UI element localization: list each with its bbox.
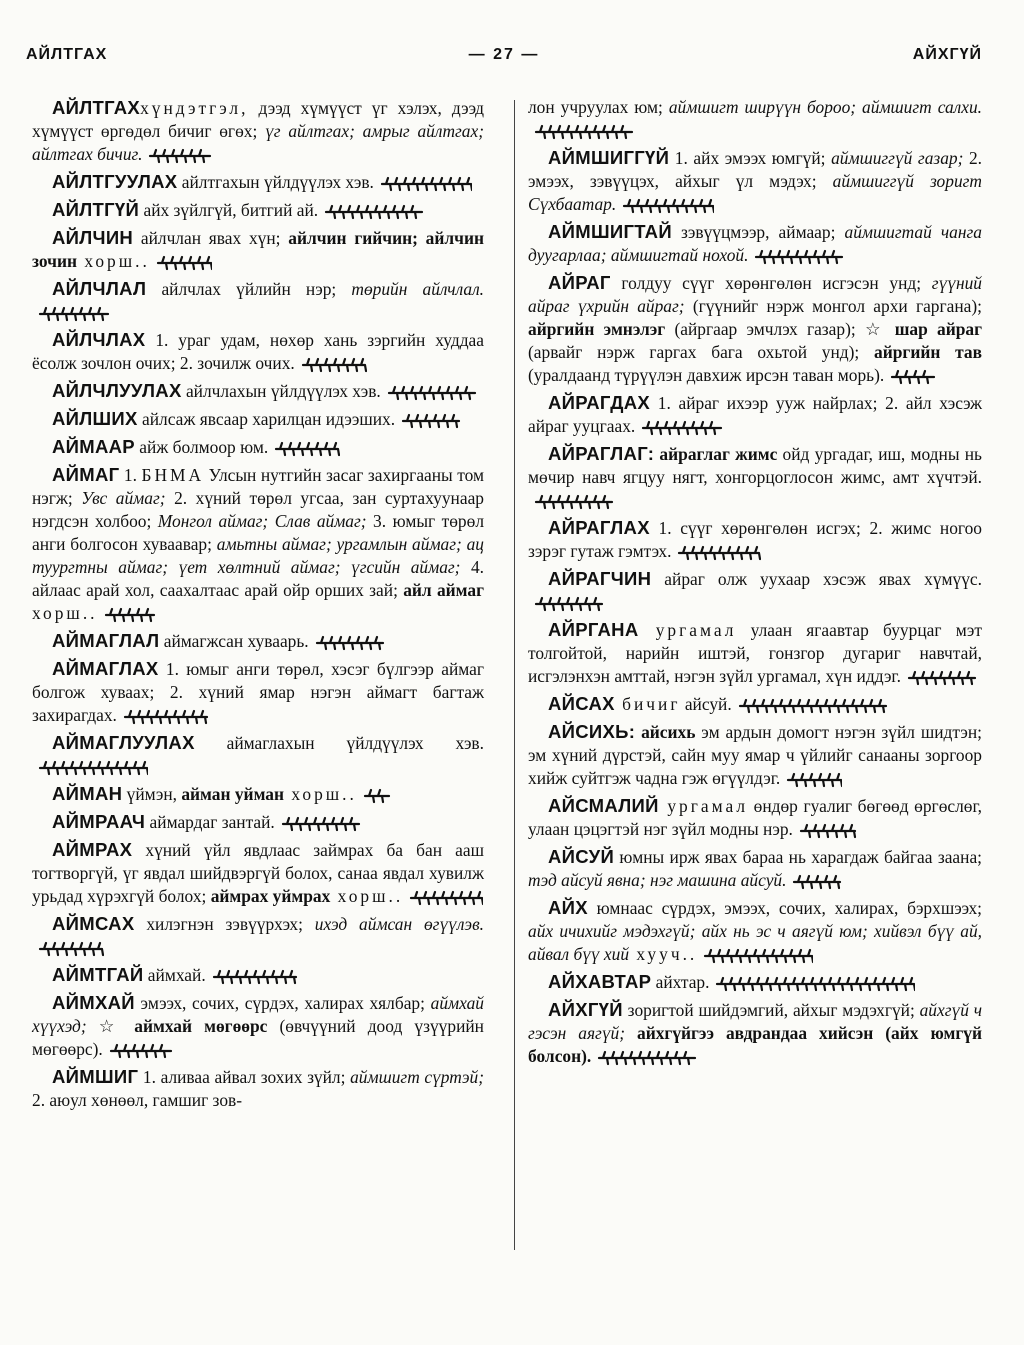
mongol-script-glyph [387, 384, 477, 402]
entry-text: аймардаг зантай. [145, 812, 275, 832]
entry-headword: АЙМААР [52, 436, 135, 457]
entry-text: тэд айсуй явна; нэг машина айсуй. [528, 870, 787, 890]
dictionary-entry [528, 146, 982, 216]
dictionary-entry [32, 198, 484, 222]
entry-headword: АЙСУЙ [548, 846, 615, 867]
entry-text: айхгүй ч гэсэн аягүй; [528, 1000, 982, 1043]
dictionary-entry [32, 963, 484, 987]
mongol-script-glyph [799, 822, 857, 840]
dictionary-entry [32, 277, 484, 324]
entry-text: айраг олж уухаар хэсэж явах хүмүүс. [651, 569, 982, 589]
mongol-script-glyph [324, 203, 424, 221]
mongol-script-glyph [104, 606, 156, 624]
entry-headword: АЙМСАХ [52, 913, 135, 934]
entry-text: хүний үйл явдлаас займрах ба бан ааш тогтворгүй, үг явдал шийдвэргүй болох, санаа явдал хувилж урьдад хүрэхгүй болох; [32, 840, 484, 906]
mongol-script-glyph [38, 759, 148, 777]
entry-text: ☆ [86, 1016, 135, 1036]
entry-text: 2. хүний төрөл угсаа, зан суртахуунаар нэгдсэн холбоо; [32, 488, 484, 531]
entry-text: айраглаг жимс [654, 444, 778, 464]
entry-headword: АЙМХАЙ [52, 992, 135, 1013]
mongol-script-glyph [38, 305, 110, 323]
entry-text: амьтны аймаг; ургамлын аймаг; ац туургтны аймаг; үет хөлтний аймаг; үгсийн аймаг; [32, 534, 484, 577]
dictionary-entry [32, 170, 484, 194]
entry-headword: АЙХ [548, 897, 588, 918]
entry-text: айх ичихийг мэдэхгүй; айх нь эс ч аягүй юм; хийвэл бүү ай, айвал бүү хий [528, 921, 982, 964]
entry-text: хилэгнэн зэвүүрхэх; [134, 914, 315, 934]
dictionary-entry [32, 912, 484, 959]
entry-headword: АЙХГҮЙ [548, 999, 623, 1020]
mongol-script-glyph [401, 412, 461, 430]
entry-text: (гүүнийг нэрж монгол архи гаргана); [684, 296, 982, 316]
mongol-script-glyph [38, 940, 104, 958]
entry-headword: АЙРАГЛАГ: [548, 443, 655, 464]
entry-text: айлсаж явсаар харилцан идээших. [137, 409, 396, 429]
entry-text: аймхай хүүхэд; [32, 993, 484, 1036]
entry-headword: АЙЛЧЛУУЛАХ [52, 380, 182, 401]
mongol-script-glyph [315, 634, 385, 652]
mongol-script-glyph [715, 975, 915, 993]
left-column [32, 96, 484, 1116]
entry-text: 2. эмээх, зэвүүцэх, айхыг үл мэдэх; [528, 148, 982, 191]
mongol-script-glyph [641, 419, 723, 437]
entry-text: өндөр гуалиг бөгөөд өргөслөг, улаан цэцэгтэй нэг зүйл модны нэр. [528, 796, 982, 839]
mongol-script-glyph [677, 544, 761, 562]
entry-text: Улсын нутгийн засаг захиргааны том нэгж; [32, 465, 484, 508]
entry-text: хорш.. [76, 251, 150, 271]
entry-headword: АЙМШИГГҮЙ [548, 147, 670, 168]
entry-text: айлчлахын үйлдүүлэх хэв. [181, 381, 381, 401]
entry-headword: АЙХАВТАР [548, 971, 652, 992]
dictionary-entry [32, 991, 484, 1061]
mongol-script-glyph [380, 175, 472, 193]
entry-text: 1. ураг удам, нөхөр хань зэргийн худдаа ёсолж зочлон очих; 2. зочилж очих. [32, 330, 484, 373]
dictionary-entry [528, 896, 982, 966]
right-column [528, 96, 982, 1072]
dictionary-entry [528, 618, 982, 688]
mongol-script-glyph [534, 595, 604, 613]
entry-headword: АЙМАН [52, 783, 123, 804]
entry-headword: АЙМРАХ [52, 839, 133, 860]
entry-text: Монгол аймаг; Слав аймаг; [157, 511, 367, 531]
entry-text: аймхай. [143, 965, 206, 985]
mongol-script-glyph [123, 708, 209, 726]
entry-text: айх зүйлгүй, битгий ай. [139, 200, 319, 220]
entry-headword: АЙЛТГУУЛАХ [52, 171, 178, 192]
entry-text: хорш.. [32, 603, 98, 623]
dictionary-entry [528, 970, 982, 994]
header-left-guideword: АЙЛТГАХ [26, 46, 108, 63]
entry-headword: АЙЛЧЛАХ [52, 329, 146, 350]
entry-text: улаан ягаавтар буурцаг мэт толгойтой, нарийн иштэй, гонзгор дугариг навчтай, исгэлэнхэн амттай, нэгэн зүйл ургамал, хүн иддэг. [528, 620, 983, 686]
entry-text: айман уйман [181, 784, 285, 804]
entry-text: (уралдаанд түрүүлэн давхиж ирсэн таван морь). [528, 365, 885, 385]
entry-headword: АЙМАГЛАЛ [52, 630, 160, 651]
entry-text: айргийн тав [874, 342, 982, 362]
entry-headword: АЙСИХЬ: [548, 721, 636, 742]
entry-text: ихэд аймсан өгүүлэв. [314, 914, 484, 934]
entry-text: аймагжсан хуваарь. [159, 631, 309, 651]
entry-text: үг айлтгах; амрыг айлтгах; айлтгах бичиг. [32, 121, 485, 164]
entry-text: айсуй. [680, 694, 732, 714]
mongol-script-glyph [534, 123, 634, 141]
entry-headword: АЙЛЧЛАЛ [52, 278, 147, 299]
entry-headword: АЙСМАЛИЙ [548, 795, 659, 816]
entry-text: аймшигт сүртэй; [350, 1067, 484, 1087]
entry-headword: АЙСАХ [548, 693, 615, 714]
dictionary-entry [32, 838, 484, 908]
column-divider [514, 100, 515, 1250]
entry-text: голдуу сүүг хөрөнгөлөн исгэсэн унд; [610, 273, 932, 293]
entry-text: аймрах уймрах [210, 886, 331, 906]
entry-text: 1. юмыг анги төрөл, хэсэг бүлгээр аймаг болгож хуваах; 2. хүний ямар нэгэн аймагт багтаж захирагдах. [32, 659, 484, 725]
entry-text: 4. айлаас арай хол, саахалтаас арай ойр орших зай; [32, 557, 485, 600]
dictionary-entry [32, 407, 484, 431]
mongol-script-glyph [890, 368, 936, 386]
entry-text: айж болмоор юм. [134, 437, 269, 457]
mongol-script-glyph [212, 968, 298, 986]
header-right-guideword: АЙХГҮЙ [912, 46, 982, 63]
entry-headword: АЙЛШИХ [52, 408, 138, 429]
entry-text: зэвүүцмээр, аймаар; [671, 222, 845, 242]
entry-text: төрийн айлчлал. [351, 279, 484, 299]
entry-text: хүндэтгэл, [140, 98, 249, 118]
mongol-script-glyph [703, 947, 813, 965]
entry-text: ойд ургадаг, иш, модны нь мөчир навч ягцуу нягт, хонгорцоглосон жимс, амт хүчтэй. [528, 444, 982, 487]
mongol-script-glyph [301, 356, 367, 374]
dictionary-entry [32, 379, 484, 403]
dictionary-entry [528, 794, 982, 841]
mongol-script-glyph [738, 697, 888, 715]
dictionary-entry [32, 810, 484, 834]
entry-text: эм ардын домогт нэгэн зүйл шидтэн; эм хүний дүрстэй, сайн муу ямар ч үйлийг санааны зоргоор хийж суйтгэж чадна гэж өгүүлдэг. [528, 722, 982, 788]
mongol-script-glyph [148, 147, 212, 165]
dictionary-entry [32, 782, 484, 806]
entry-text: эмээх, сочих, сүрдэх, халирах хялбар; [134, 993, 431, 1013]
dictionary-entry [528, 442, 982, 512]
dictionary-entry [528, 516, 982, 563]
entry-text: айлчлах үйлийн нэр; [146, 279, 352, 299]
dictionary-entry [528, 692, 982, 716]
entry-text: айхтар. [651, 972, 710, 992]
entry-text: аймхай мөгөөрс [134, 1016, 268, 1036]
entry-text: 3. юмыг төрөл анги болгосон хуваавар; [32, 511, 484, 554]
entry-text: аймаглахын үйлдүүлэх хэв. [194, 733, 484, 753]
entry-text: айл аймаг [403, 580, 485, 600]
entry-text: ургамал [638, 620, 737, 640]
dictionary-entry [32, 1065, 484, 1112]
entry-headword: АЙЛТГАХ [52, 97, 141, 118]
entry-headword: АЙМШИГТАЙ [548, 221, 672, 242]
dictionary-entry [528, 271, 982, 387]
mongol-script-glyph [409, 889, 483, 907]
entry-text: гүүний айраг үхрийн айраг; [528, 273, 982, 316]
dictionary-entry [528, 720, 982, 790]
entry-text: аймшигт ширүүн бороо; аймшигт салхи. [668, 97, 982, 117]
entry-headword: АЙМТГАЙ [52, 964, 144, 985]
dictionary-entry [528, 220, 982, 267]
entry-text: (айргаар эмчлэх газар); ☆ [665, 319, 895, 339]
entry-text: үймэн, [122, 784, 182, 804]
entry-headword: АЙМРААЧ [52, 811, 146, 832]
entry-text: хууч.. [629, 944, 698, 964]
dictionary-entry [32, 328, 484, 375]
entry-text: айлчин гийчин; айлчин зочин [32, 228, 484, 271]
mongol-script-glyph [534, 493, 614, 511]
dictionary-entry [32, 226, 484, 273]
entry-text: 2. аюул хөнөөл, гамшиг зов- [32, 1090, 243, 1110]
dictionary-entry [528, 998, 982, 1068]
entry-text: 1. [119, 465, 142, 485]
page-number: — 27 — [468, 46, 540, 63]
entry-headword: АЙРАГ [548, 272, 611, 293]
entry-text: Увс аймаг; [81, 488, 166, 508]
entry-headword: АЙРАГЧИН [548, 568, 652, 589]
entry-headword: АЙМАГ [52, 464, 120, 485]
entry-headword: АЙРГАНА [548, 619, 639, 640]
dictionary-entry [32, 96, 484, 166]
entry-text: 1. сүүг хөрөнгөлөн исгэх; 2. жимс ногоо зэрэг гутаж гэмтэх. [528, 518, 982, 561]
dictionary-entry [32, 657, 484, 727]
entry-text: аймшиггүй зоригт Сүхбаатар. [528, 171, 982, 214]
entry-text: бичиг [614, 694, 681, 714]
entry-headword: АЙРАГЛАХ [548, 517, 650, 538]
entry-text: айхгүйгээ авдрандаа хийсэн (айх юмгүй болсон). [528, 1023, 982, 1066]
entry-text: ургамал [658, 796, 749, 816]
mongol-script-glyph [597, 1049, 697, 1067]
entry-text: хорш.. [284, 784, 357, 804]
entry-text: БНМА [141, 465, 205, 485]
mongol-script-glyph [281, 815, 361, 833]
dictionary-entry [32, 463, 484, 625]
entry-text: айлчлан явах хүн; [133, 228, 289, 248]
mongol-script-glyph [786, 771, 842, 789]
mongol-script-glyph [274, 440, 340, 458]
entry-text: аймшигтай чанга дуугарлаа; аймшигтай нохой. [528, 222, 982, 265]
mongol-script-glyph [622, 197, 714, 215]
dictionary-entry [32, 731, 484, 778]
entry-headword: АЙРАГДАХ [548, 392, 651, 413]
dictionary-entry [32, 435, 484, 459]
dictionary-entry [528, 96, 982, 142]
entry-text: айсихь [635, 722, 696, 742]
entry-text: лон учруулах юм; [528, 97, 669, 117]
dictionary-entry [528, 567, 982, 614]
entry-text: зоригтой шийдэмгий, айхыг мэдэхгүй; [622, 1000, 920, 1020]
entry-text: 1. айраг ихээр ууж найрлах; 2. айл хэсэж айраг ууцгаах. [528, 393, 982, 436]
mongol-script-glyph [156, 254, 212, 272]
mongol-script-glyph [792, 873, 842, 891]
entry-text: 1. айх эмээх юмгүй; [669, 148, 832, 168]
dictionary-entry [528, 391, 982, 438]
entry-text: дээд хүмүүст үг хэлэх, дээд хүмүүст өргөдөл бичиг өгөх; [32, 98, 484, 141]
entry-text: (өвчүүний доод үзүүрийн мөгөөрс). [32, 1016, 484, 1059]
entry-headword: АЙЛЧИН [52, 227, 134, 248]
entry-text: (арвайг нэрж гаргах бага охьтой унд); [528, 342, 875, 362]
dictionary-entry [32, 629, 484, 653]
entry-text: юмны ирж явах бараа нь харагдаж байгаа заана; [614, 847, 982, 867]
entry-headword: АЙМАГЛУУЛАХ [52, 732, 195, 753]
entry-text: аймшиггүй газар; [831, 148, 964, 168]
entry-text: хорш.. [330, 886, 404, 906]
entry-headword: АЙМШИГ [52, 1066, 139, 1087]
entry-text: юмнаас сүрдэх, эмээх, сочих, халирах, бэрхшээх; [587, 898, 982, 918]
mongol-script-glyph [363, 787, 391, 805]
entry-text: 1. аливаа айвал зохих зүйл; [138, 1067, 351, 1087]
mongol-script-glyph [109, 1042, 173, 1060]
mongol-script-glyph [754, 248, 844, 266]
page-header [26, 46, 982, 72]
mongol-script-glyph [907, 669, 977, 687]
entry-text: айлтгахын үйлдүүлэх хэв. [177, 172, 374, 192]
entry-headword: АЙМАГЛАХ [52, 658, 159, 679]
entry-text: шар айраг [894, 319, 982, 339]
dictionary-entry [528, 845, 982, 892]
entry-headword: АЙЛТГҮЙ [52, 199, 140, 220]
entry-text: айргийн эмнэлэг [528, 319, 666, 339]
